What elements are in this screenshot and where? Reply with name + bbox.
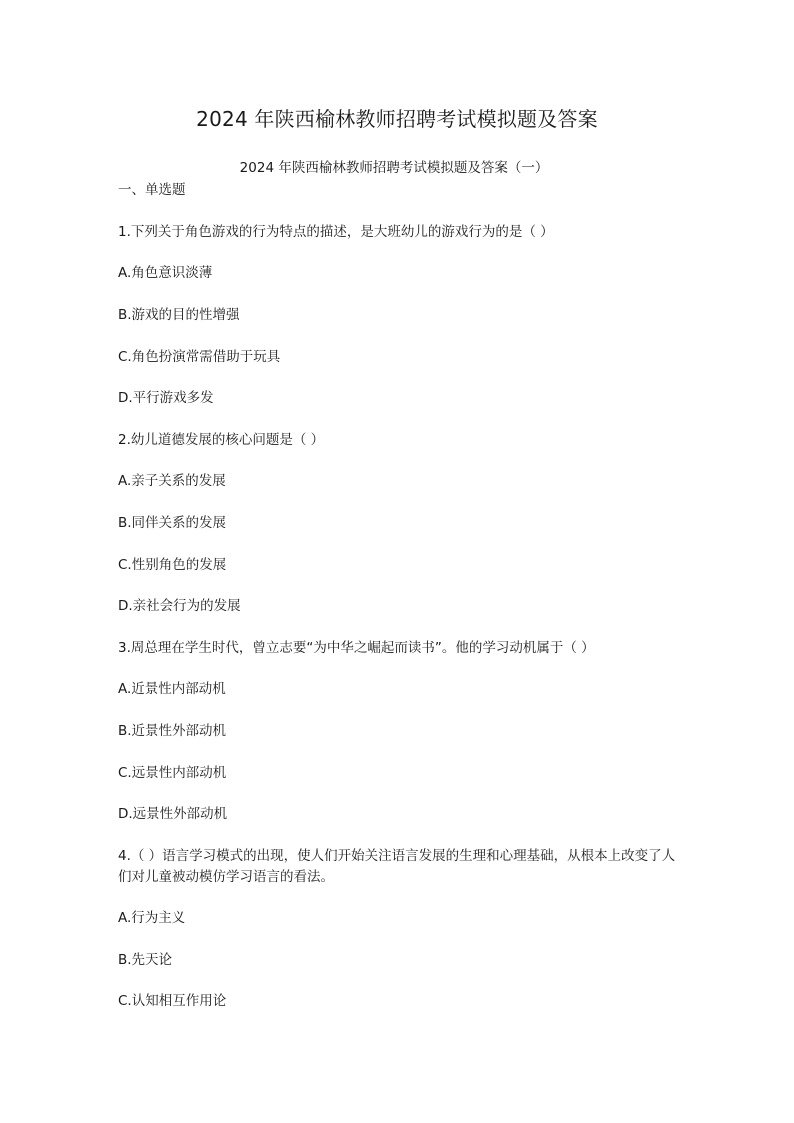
- question-4-option-b: B.先天论: [118, 952, 173, 968]
- question-1-option-a: A.角色意识淡薄: [118, 265, 213, 281]
- question-2-option-c: C.性别角色的发展: [118, 557, 227, 573]
- question-4-option-c: C.认知相互作用论: [118, 993, 227, 1009]
- question-4-option-a: A.行为主义: [118, 910, 186, 926]
- question-3-option-b: B.近景性外部动机: [118, 723, 227, 739]
- question-3-option-a: A.近景性内部动机: [118, 681, 226, 697]
- question-3-option-c: C.远景性内部动机: [118, 765, 227, 781]
- document-title: 2024 年陕西榆林教师招聘考试模拟题及答案: [196, 107, 598, 131]
- question-1-option-b: B.游戏的目的性增强: [118, 307, 240, 323]
- question-2-option-b: B.同伴关系的发展: [118, 515, 227, 531]
- question-3-stem: 3.周总理在学生时代，曾立志要“为中华之崛起而读书”。他的学习动机属于（ ）: [118, 640, 595, 656]
- document-subtitle: 2024 年陕西榆林教师招聘考试模拟题及答案（一）: [239, 160, 549, 176]
- question-4-stem: 4.（ ）语言学习模式的出现，使人们开始关注语言发展的生理和心理基础，从根本上改变了人们对儿童被动模仿学习语言的看法。: [118, 848, 676, 885]
- question-2-stem: 2.幼儿道德发展的核心问题是（ ）: [118, 432, 325, 448]
- question-1-option-d: D.平行游戏多发: [118, 390, 214, 406]
- question-1-stem: 1.下列关于角色游戏的行为特点的描述，是大班幼儿的游戏行为的是（ ）: [118, 224, 554, 240]
- question-2-option-a: A.亲子关系的发展: [118, 473, 226, 489]
- question-1-option-c: C.角色扮演常需借助于玩具: [118, 349, 281, 365]
- section-heading: 一、单选题: [118, 182, 186, 198]
- question-2-option-d: D.亲社会行为的发展: [118, 598, 241, 614]
- question-3-option-d: D.远景性外部动机: [118, 806, 228, 822]
